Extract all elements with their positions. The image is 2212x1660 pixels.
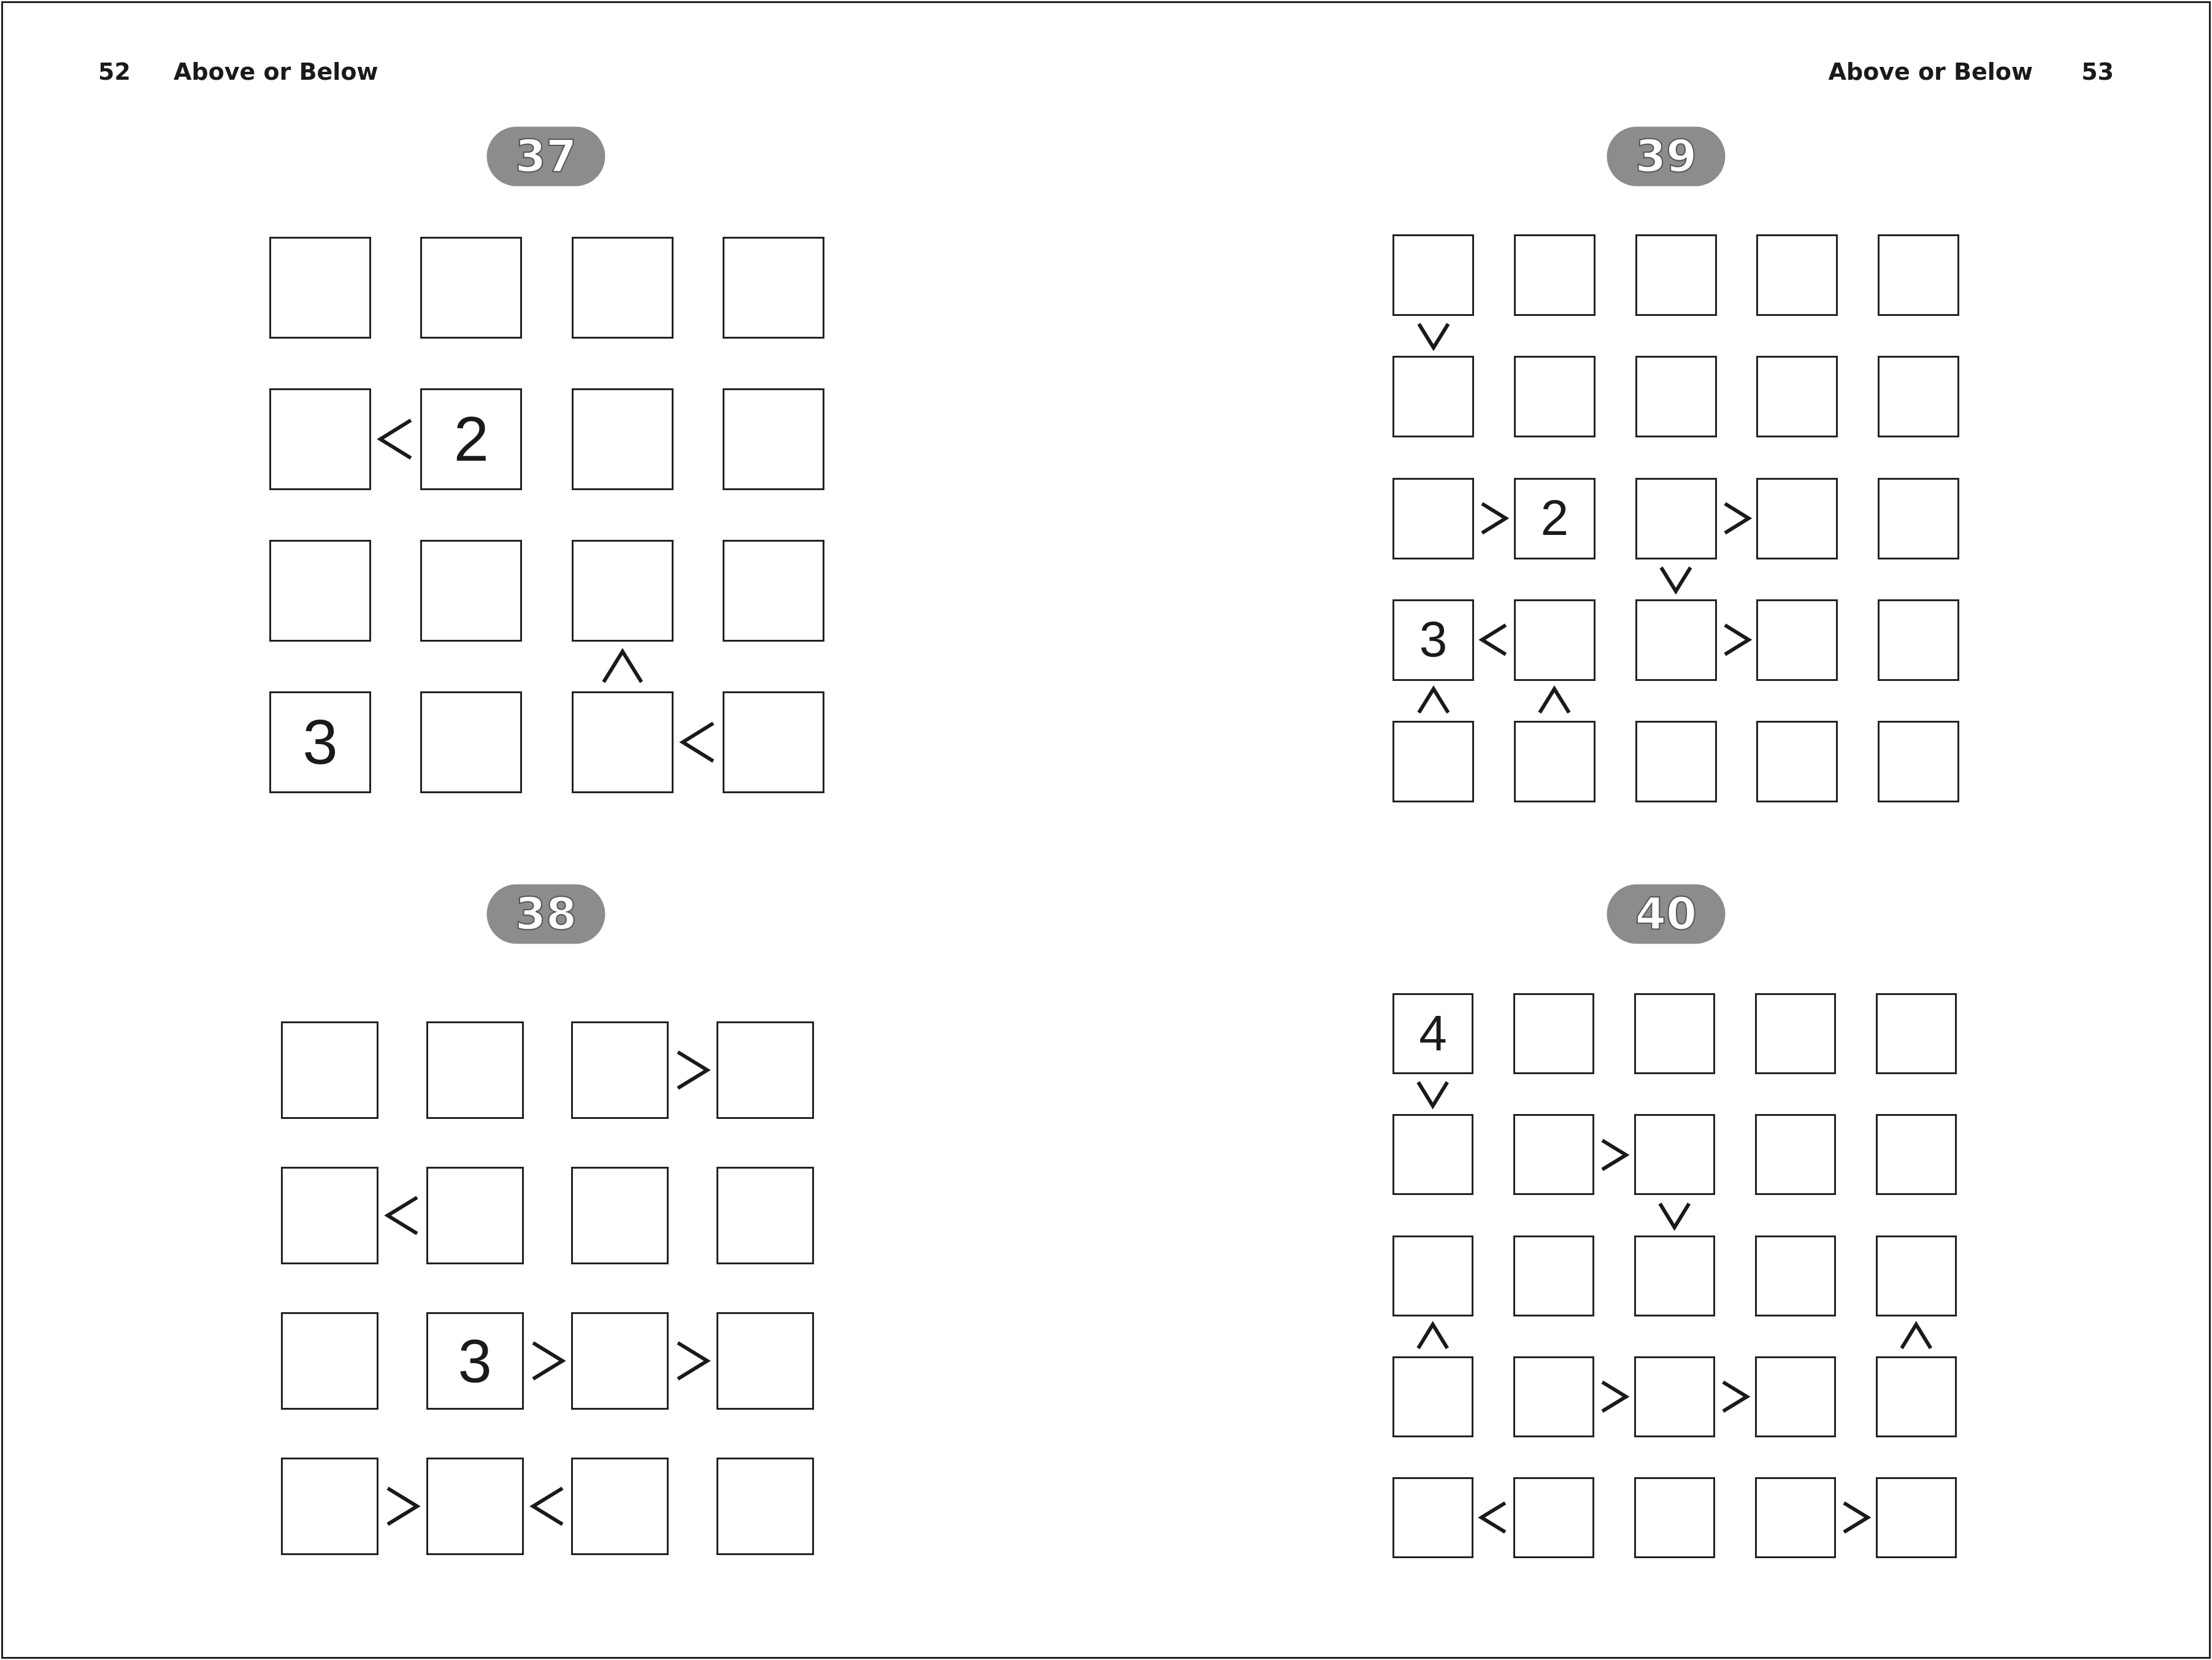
caret-down-icon (1659, 565, 1693, 594)
greater-than-icon (531, 1340, 565, 1381)
puzzle-39-cell[interactable] (1392, 478, 1474, 559)
puzzle-40-cell[interactable] (1634, 1356, 1715, 1437)
puzzle-38-cell[interactable] (571, 1167, 669, 1264)
puzzle-38-cell[interactable] (281, 1312, 378, 1410)
puzzle-38-cell[interactable] (571, 1021, 669, 1119)
caret-down-icon (1416, 1080, 1450, 1109)
puzzle-40-cell[interactable] (1513, 1235, 1594, 1316)
greater-than-icon (385, 1486, 420, 1527)
puzzle-37-cell[interactable] (269, 237, 371, 339)
puzzle-40-cell[interactable] (1513, 993, 1594, 1074)
puzzle-37-cell[interactable] (420, 691, 522, 793)
puzzle-39-cell[interactable] (1514, 356, 1596, 437)
puzzle-40-cell[interactable] (1755, 1114, 1836, 1195)
puzzle-39-cell[interactable] (1392, 721, 1474, 802)
puzzle-40-cell[interactable] (1634, 1477, 1715, 1558)
caret-up-icon (601, 649, 644, 685)
puzzle-39-cell[interactable] (1514, 599, 1596, 681)
given-digit: 3 (458, 1326, 492, 1395)
puzzle-40-cell[interactable] (1876, 993, 1957, 1074)
puzzle-37-cell[interactable] (269, 388, 371, 490)
less-than-icon (680, 721, 716, 764)
caret-up-icon (1899, 1322, 1933, 1351)
puzzle-39-cell[interactable] (1756, 599, 1838, 681)
less-than-icon (1479, 1501, 1508, 1534)
greater-than-icon (1600, 1138, 1629, 1172)
puzzle-39-cell[interactable] (1756, 234, 1838, 316)
puzzle-39-cell[interactable] (1635, 721, 1717, 802)
puzzle-39-number-badge: 39 (1607, 127, 1726, 186)
puzzle-38-cell[interactable] (426, 1312, 524, 1410)
less-than-icon (531, 1486, 565, 1527)
puzzle-38-number-badge: 38 (487, 885, 605, 944)
puzzle-38-cell[interactable] (716, 1021, 814, 1119)
greater-than-icon (1600, 1380, 1629, 1413)
puzzle-37-number-badge: 37 (487, 127, 605, 186)
puzzle-39-cell[interactable] (1756, 356, 1838, 437)
puzzle-38-cell[interactable] (716, 1312, 814, 1410)
puzzle-37-cell[interactable] (572, 691, 674, 793)
puzzle-39-cell[interactable] (1514, 234, 1596, 316)
puzzle-37-cell[interactable] (723, 388, 824, 490)
puzzle-38-cell[interactable] (281, 1167, 378, 1264)
puzzle-39-cell[interactable] (1635, 478, 1717, 559)
puzzle-40-cell[interactable] (1876, 1477, 1957, 1558)
left-page-number: 52 (98, 58, 131, 85)
caret-up-icon (1537, 686, 1572, 715)
given-digit: 4 (1419, 1005, 1447, 1061)
puzzle-38-cell[interactable] (716, 1167, 814, 1264)
less-than-icon (378, 418, 413, 461)
puzzle-39-cell[interactable] (1878, 721, 1959, 802)
puzzle-37-cell[interactable] (723, 691, 824, 793)
puzzle-40-cell[interactable] (1513, 1477, 1594, 1558)
puzzle-39-cell[interactable] (1392, 356, 1474, 437)
puzzle-39-cell[interactable] (1514, 478, 1596, 559)
less-than-icon (1480, 623, 1508, 657)
greater-than-icon (1722, 501, 1751, 536)
greater-than-icon (1722, 623, 1751, 657)
puzzle-38-cell[interactable] (571, 1312, 669, 1410)
puzzle-40-cell[interactable] (1392, 1114, 1473, 1195)
puzzle-38-cell[interactable] (281, 1021, 378, 1119)
puzzle-40-cell[interactable] (1392, 1235, 1473, 1316)
puzzle-37-cell[interactable] (572, 540, 674, 642)
puzzle-40-cell[interactable] (1392, 1356, 1473, 1437)
puzzle-39-cell[interactable] (1878, 478, 1959, 559)
puzzle-38-cell[interactable] (571, 1458, 669, 1555)
puzzle-40-cell[interactable] (1755, 1235, 1836, 1316)
given-digit: 3 (302, 707, 338, 777)
puzzle-40-number-badge: 40 (1607, 885, 1726, 944)
puzzle-40-cell[interactable] (1634, 1114, 1715, 1195)
greater-than-icon (1480, 501, 1508, 536)
puzzle-38-cell[interactable] (281, 1458, 378, 1555)
puzzle-37-cell[interactable] (420, 540, 522, 642)
puzzle-40-cell[interactable] (1876, 1235, 1957, 1316)
puzzle-39-cell[interactable] (1878, 599, 1959, 681)
puzzle-39-cell[interactable] (1392, 234, 1474, 316)
puzzle-37-cell[interactable] (420, 237, 522, 339)
puzzle-40-cell[interactable] (1634, 993, 1715, 1074)
greater-than-icon (1721, 1380, 1749, 1413)
puzzle-38-cell[interactable] (716, 1458, 814, 1555)
puzzle-38-cell[interactable] (426, 1021, 524, 1119)
puzzle-37-cell[interactable] (420, 388, 522, 490)
puzzle-39-cell[interactable] (1878, 356, 1959, 437)
puzzle-40-cell[interactable] (1876, 1356, 1957, 1437)
right-page-title: Above or Below (1828, 58, 2033, 85)
puzzle-38-cell[interactable] (426, 1167, 524, 1264)
greater-than-icon (1841, 1501, 1870, 1534)
puzzle-37-cell[interactable] (572, 388, 674, 490)
puzzle-39-cell[interactable] (1635, 356, 1717, 437)
puzzle-39-cell[interactable] (1514, 721, 1596, 802)
caret-down-icon (1416, 321, 1451, 350)
puzzle-37-cell[interactable] (269, 691, 371, 793)
puzzle-40-cell[interactable] (1634, 1235, 1715, 1316)
puzzle-39-cell[interactable] (1756, 721, 1838, 802)
puzzle-37-cell[interactable] (572, 237, 674, 339)
puzzle-40-cell[interactable] (1755, 1356, 1836, 1437)
caret-up-icon (1416, 1322, 1450, 1351)
greater-than-icon (675, 1050, 710, 1091)
puzzle-39-cell[interactable] (1756, 478, 1838, 559)
puzzle-37-cell[interactable] (269, 540, 371, 642)
puzzle-40-cell[interactable] (1513, 1356, 1594, 1437)
given-digit: 2 (1540, 490, 1569, 547)
given-digit: 2 (453, 404, 489, 474)
puzzle-40-cell[interactable] (1392, 1477, 1473, 1558)
greater-than-icon (675, 1340, 710, 1381)
puzzle-40-cell[interactable] (1876, 1114, 1957, 1195)
puzzle-39-cell[interactable] (1392, 599, 1474, 681)
puzzle-38-cell[interactable] (426, 1458, 524, 1555)
puzzle-40-cell[interactable] (1755, 993, 1836, 1074)
caret-down-icon (1657, 1201, 1691, 1230)
left-page-title: Above or Below (174, 58, 378, 85)
puzzle-39-cell[interactable] (1635, 234, 1717, 316)
puzzle-37-cell[interactable] (723, 540, 824, 642)
given-digit: 3 (1419, 612, 1448, 668)
right-page-number: 53 (2081, 58, 2114, 85)
puzzle-39-cell[interactable] (1635, 599, 1717, 681)
puzzle-40-cell[interactable] (1392, 993, 1473, 1074)
less-than-icon (385, 1195, 420, 1236)
puzzle-37-cell[interactable] (723, 237, 824, 339)
caret-up-icon (1416, 686, 1451, 715)
puzzle-40-cell[interactable] (1513, 1114, 1594, 1195)
puzzle-39-cell[interactable] (1878, 234, 1959, 316)
puzzle-40-cell[interactable] (1755, 1477, 1836, 1558)
